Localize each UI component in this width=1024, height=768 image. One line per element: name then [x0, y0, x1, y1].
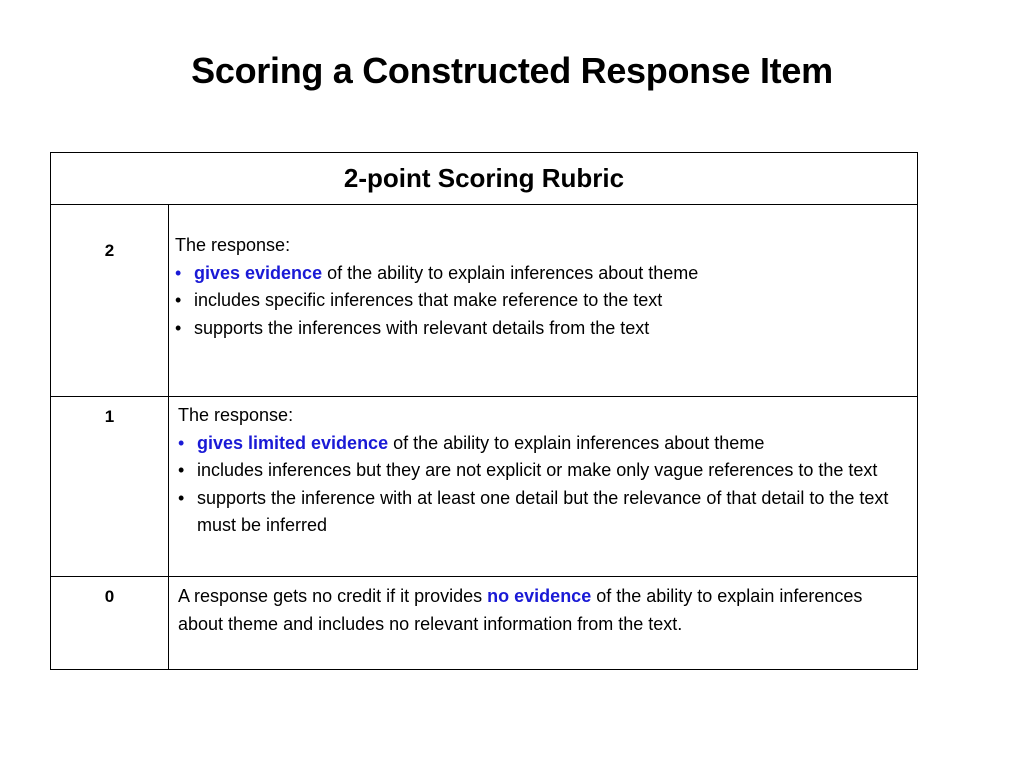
- description-cell: [169, 577, 918, 670]
- criteria-item: [178, 485, 907, 540]
- highlight-text: gives evidence: [194, 262, 323, 283]
- response-intro: The response:: [175, 235, 291, 255]
- criteria-text: supports the inference with at least one detail but the relevance of that detail to the text must be inferred: [197, 487, 889, 535]
- criteria-list: [178, 430, 907, 540]
- bullet-icon: •: [178, 432, 185, 453]
- criteria-text: includes specific inferences that make reference to the text: [194, 290, 663, 310]
- criteria-item: [175, 287, 911, 315]
- rubric-row-score-1: [51, 397, 918, 577]
- criteria-item: [175, 315, 911, 343]
- criteria-text: of the ability to explain inferences about theme: [322, 262, 699, 283]
- description-cell: [169, 205, 918, 397]
- description-text: A response gets no credit if it provides: [178, 586, 488, 606]
- score-cell: [51, 205, 169, 397]
- rubric-header: 2-point Scoring Rubric: [51, 153, 918, 205]
- score-cell: [51, 397, 169, 577]
- highlight-text: no evidence: [487, 586, 592, 606]
- score-value: 1: [104, 407, 115, 426]
- slide-title: Scoring a Constructed Response Item: [191, 50, 833, 91]
- bullet-icon: •: [178, 487, 185, 508]
- criteria-text: includes inferences but they are not explicit or make only vague references to the text: [197, 460, 878, 480]
- rubric-row-score-2: [51, 205, 918, 397]
- scoring-rubric-table: [50, 152, 918, 670]
- description-text: of the ability to explain inferences about theme and includes no relevant information from the text.: [178, 586, 863, 634]
- criteria-item: [175, 260, 911, 288]
- criteria-text: of the ability to explain inferences about theme: [388, 432, 765, 453]
- rubric-row-score-0: [51, 577, 918, 670]
- score-value: 2: [104, 241, 115, 260]
- description-cell: [169, 397, 918, 577]
- response-intro: The response:: [178, 405, 294, 425]
- score-value: 0: [104, 587, 115, 606]
- bullet-icon: •: [175, 290, 182, 310]
- criteria-text: supports the inferences with relevant details from the text: [194, 317, 650, 338]
- criteria-list: [175, 260, 911, 343]
- bullet-icon: •: [178, 460, 185, 480]
- criteria-item: [178, 430, 907, 458]
- highlight-text: gives limited evidence: [197, 432, 389, 453]
- bullet-icon: •: [175, 262, 182, 283]
- criteria-item: [178, 457, 907, 485]
- rubric-header-row: [51, 153, 918, 205]
- bullet-icon: •: [175, 317, 182, 338]
- score-cell: [51, 577, 169, 670]
